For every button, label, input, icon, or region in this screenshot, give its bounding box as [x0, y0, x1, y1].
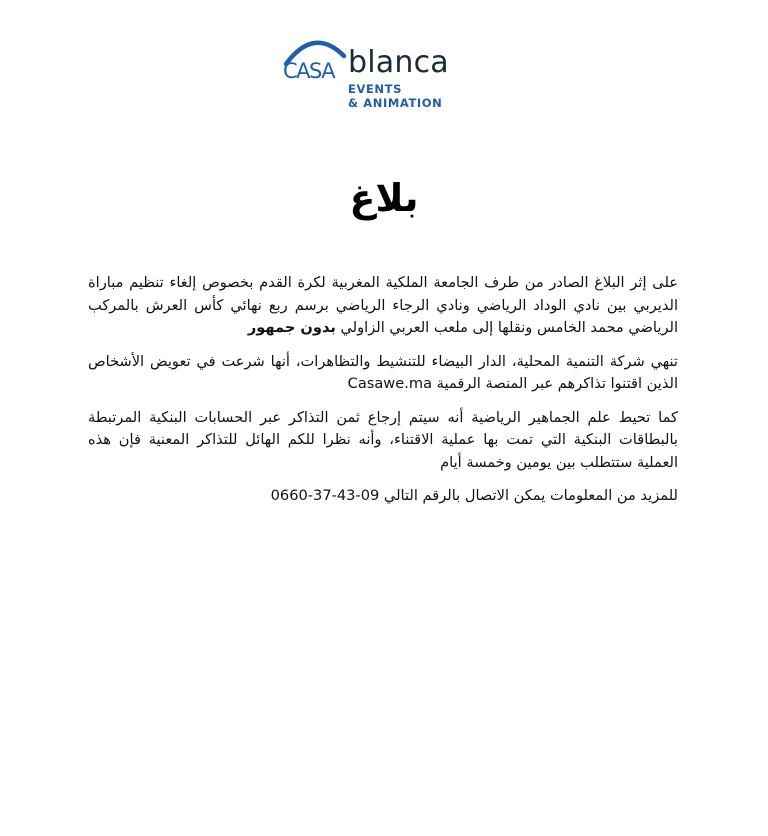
- logo-tagline-line2: & ANIMATION: [348, 96, 443, 110]
- contact-phone-number: 0660-37-43-09: [270, 487, 380, 504]
- company-logo: [282, 30, 482, 114]
- logo-tagline: [348, 82, 442, 110]
- logo-tagline-line1: EVENTS: [348, 82, 402, 96]
- paragraph-bank-refund: كما تحيط علم الجماهير الرياضية أنه سيتم إرجاع ثمن التذاكر عبر الحسابات البنكية المرتبطة بالبطاقات البنكية التي تمت بها عملية الاقتناء، وأنه نظرا للكم الهائل للتذاكر المعنية فإن هذه العملية ستتطلب بين يومين وخمسة أيام: [88, 408, 678, 471]
- paragraph-refund-text: تنهي شركة التنمية المحلية، الدار البيضاء للتنشيط والتظاهرات، أنها شرعت في تعويض الأشخاص الذين اقتنوا تذاكرهم عبر المنصة الرقمية: [88, 352, 678, 392]
- paragraph-refund: [88, 351, 678, 396]
- logo-casa-text: CASA: [283, 59, 335, 82]
- paragraph-cancellation: [88, 272, 678, 340]
- paragraph-contact-text: للمزيد من المعلومات يمكن الاتصال بالرقم التالي: [379, 487, 678, 504]
- no-audience-emphasis: بدون جمهور: [247, 319, 336, 336]
- paragraph-cancellation-text: على إثر البلاغ الصادر من طرف الجامعة الملكية المغربية لكرة القدم بخصوص إلغاء تنظيم مباراة الديربي بين نادي الوداد الرياضي ونادي الرجاء الرياضي برسم ربع نهائي كأس العرش بالمركب الرياضي محمد الخامس ونقلها إلى ملعب العربي الزاولي: [88, 274, 678, 336]
- platform-name: Casawe.ma: [347, 375, 433, 392]
- paragraph-contact: [88, 485, 678, 508]
- logo-wordmark: blanca: [348, 45, 449, 80]
- casa-logo-mark-icon: [282, 30, 346, 82]
- announcement-body: [88, 272, 678, 519]
- announcement-title: بلاغ: [349, 176, 419, 220]
